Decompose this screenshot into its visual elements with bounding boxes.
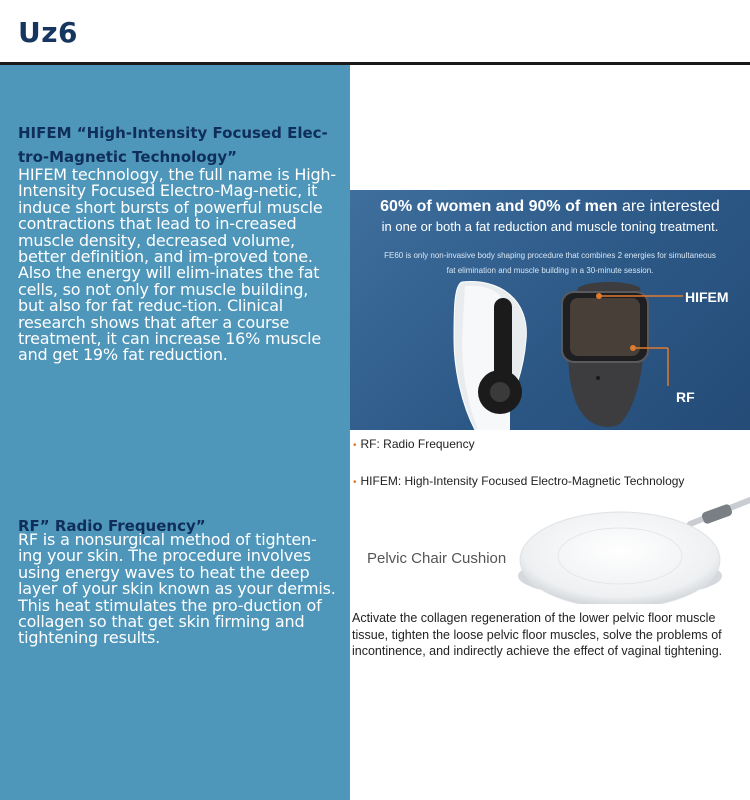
product-headline: 60% of women and 90% of men are interested xyxy=(380,198,720,215)
header-divider xyxy=(0,62,750,65)
hifem-section-body: HIFEM technology, the full name is High-Intensity Focused Electro-Mag-netic, it induce short bursts of powerful muscle contractions that lead to in-creased muscle density, decreased volume, better definition, and im-proved tone. Also the energy will elim-inates the fat cells, so not only for muscle building, but also for fat reduc-tion. Clinical research shows that after a course treatment, it can increase 16% muscle and get 19% fat reduction. xyxy=(18,165,336,365)
product-image xyxy=(350,190,750,430)
left-panel xyxy=(0,0,350,800)
bullet-rf: • RF: Radio Frequency xyxy=(353,437,475,451)
cushion-illustration xyxy=(350,494,750,604)
rf-callout-label: RF xyxy=(676,389,695,405)
hifem-section-title: HIFEM “High-Intensity Focused Elec-tro-Magnetic Technology” xyxy=(18,124,328,166)
cushion-image xyxy=(350,494,750,604)
product-description: FE60 is only non-invasive body shaping procedure that combines 2 energies for simultaneous fat elimination and muscle building in a 30-minute session. xyxy=(384,251,716,275)
bullet-hifem: • HIFEM: High-Intensity Focused Electro-Magnetic Technology xyxy=(353,474,685,488)
bullet-dot-icon: • xyxy=(353,440,357,451)
page-title: Uz6 xyxy=(18,16,79,49)
header xyxy=(0,0,350,62)
bullet-dot-icon: • xyxy=(353,477,357,488)
cushion-description: Activate the collagen regeneration of the lower pelvic floor muscle tissue, tighten the loose pelvic floor muscles, solve the problems of incontinence, and indirectly achieve the effect of vaginal tightening. xyxy=(352,611,723,658)
rf-section-title: RF” Radio Frequency” xyxy=(18,517,206,535)
hifem-callout-label: HIFEM xyxy=(685,289,729,305)
cushion-label: Pelvic Chair Cushion xyxy=(367,550,507,567)
rf-section-body: RF is a nonsurgical method of tighten-ing your skin. The procedure involves using energy waves to heat the deep layer of your skin known as your dermis. This heat stimulates the pro-duction of collagen so that get skin firming and tightening results. xyxy=(18,530,336,648)
product-subline: in one or both a fat reduction and muscle toning treatment. xyxy=(381,219,719,234)
